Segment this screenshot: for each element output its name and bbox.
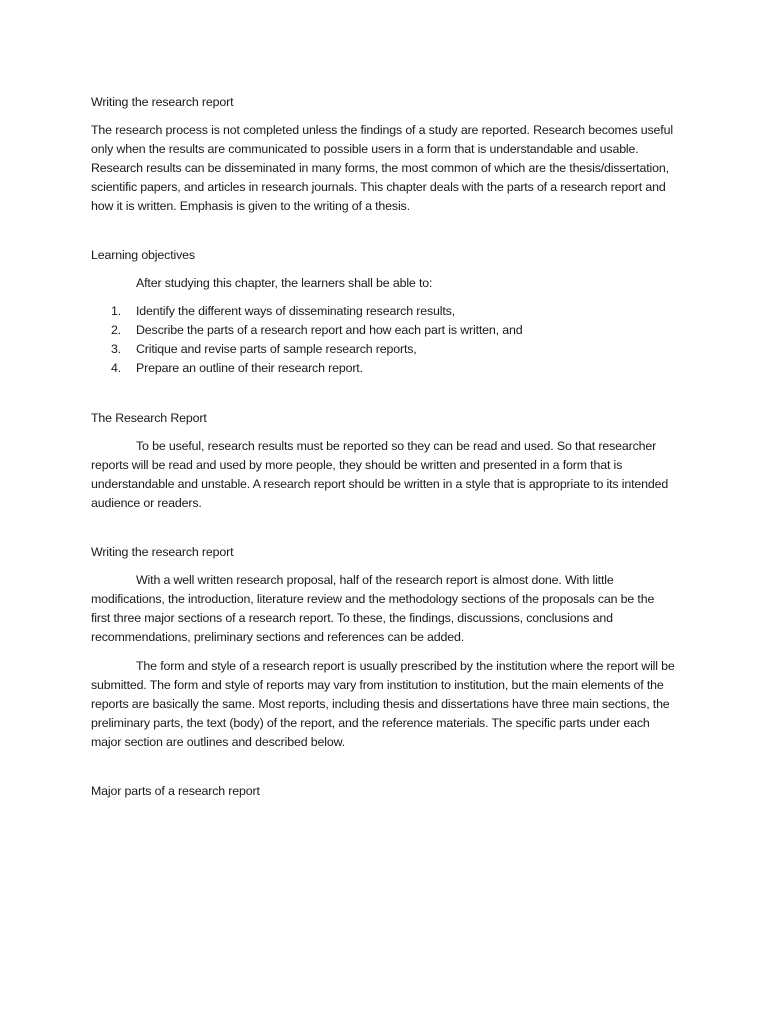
research-report-paragraph: To be useful, research results must be reported so they can be read and used. So that researcher reports will be read and used by more people, they should be written and presented in a form that is understandable and unstable. A research report should be written in a style that is appropriate to its intended audience or readers. <box>91 438 669 510</box>
intro-paragraph: The research process is not completed unless the findings of a study are reported. Research becomes useful only when the results are communicated to possible users in a form that is understandable and usable. Research results can be disseminated in many forms, the most common of which are the thesis/dissertation, scientific papers, and articles in research journals. This chapter deals with the parts of a research report and how it is written. Emphasis is given to the writing of a thesis. <box>91 122 673 213</box>
list-item <box>91 359 675 378</box>
list-item <box>91 302 675 321</box>
list-item <box>91 340 675 359</box>
list-item-text: Describe the parts of a research report and how each part is written, and <box>136 323 523 338</box>
document-body <box>91 93 675 801</box>
list-item-text: Critique and revise parts of sample research reports, <box>136 342 417 357</box>
section-heading-research-report: The Research Report <box>91 410 207 425</box>
objectives-list <box>91 302 675 378</box>
list-number: 3. <box>111 342 122 357</box>
objectives-intro: After studying this chapter, the learners shall be able to: <box>136 276 433 291</box>
section-heading-learning-objectives: Learning objectives <box>91 248 195 263</box>
list-item-text: Identify the different ways of disseminating research results, <box>136 304 455 319</box>
form-style-paragraph: The form and style of a research report is usually prescribed by the institution where the report will be submitted. The form and style of reports may vary from institution to institution, but the main elements of the reports are basically the same. Most reports, including thesis and dissertations have three main sections, the preliminary parts, the text (body) of the report, and the reference materials. The specific parts under each major section are outlines and described below. <box>91 658 675 749</box>
list-item-text: Prepare an outline of their research report. <box>136 360 363 375</box>
list-number: 4. <box>111 360 122 375</box>
list-number: 1. <box>111 304 122 319</box>
section-heading-writing-report: Writing the research report <box>91 95 234 109</box>
proposal-paragraph: With a well written research proposal, half of the research report is almost done. With little modifications, the introduction, literature review and the methodology sections of the proposals can be the first three major sections of a research report. To these, the findings, discussions, conclusions and recommendations, preliminary sections and references can be added. <box>91 573 655 645</box>
section-heading-major-parts: Major parts of a research report <box>91 784 260 799</box>
list-item <box>91 321 675 340</box>
section-heading-writing-report-2: Writing the research report <box>91 545 234 560</box>
list-number: 2. <box>111 323 122 338</box>
